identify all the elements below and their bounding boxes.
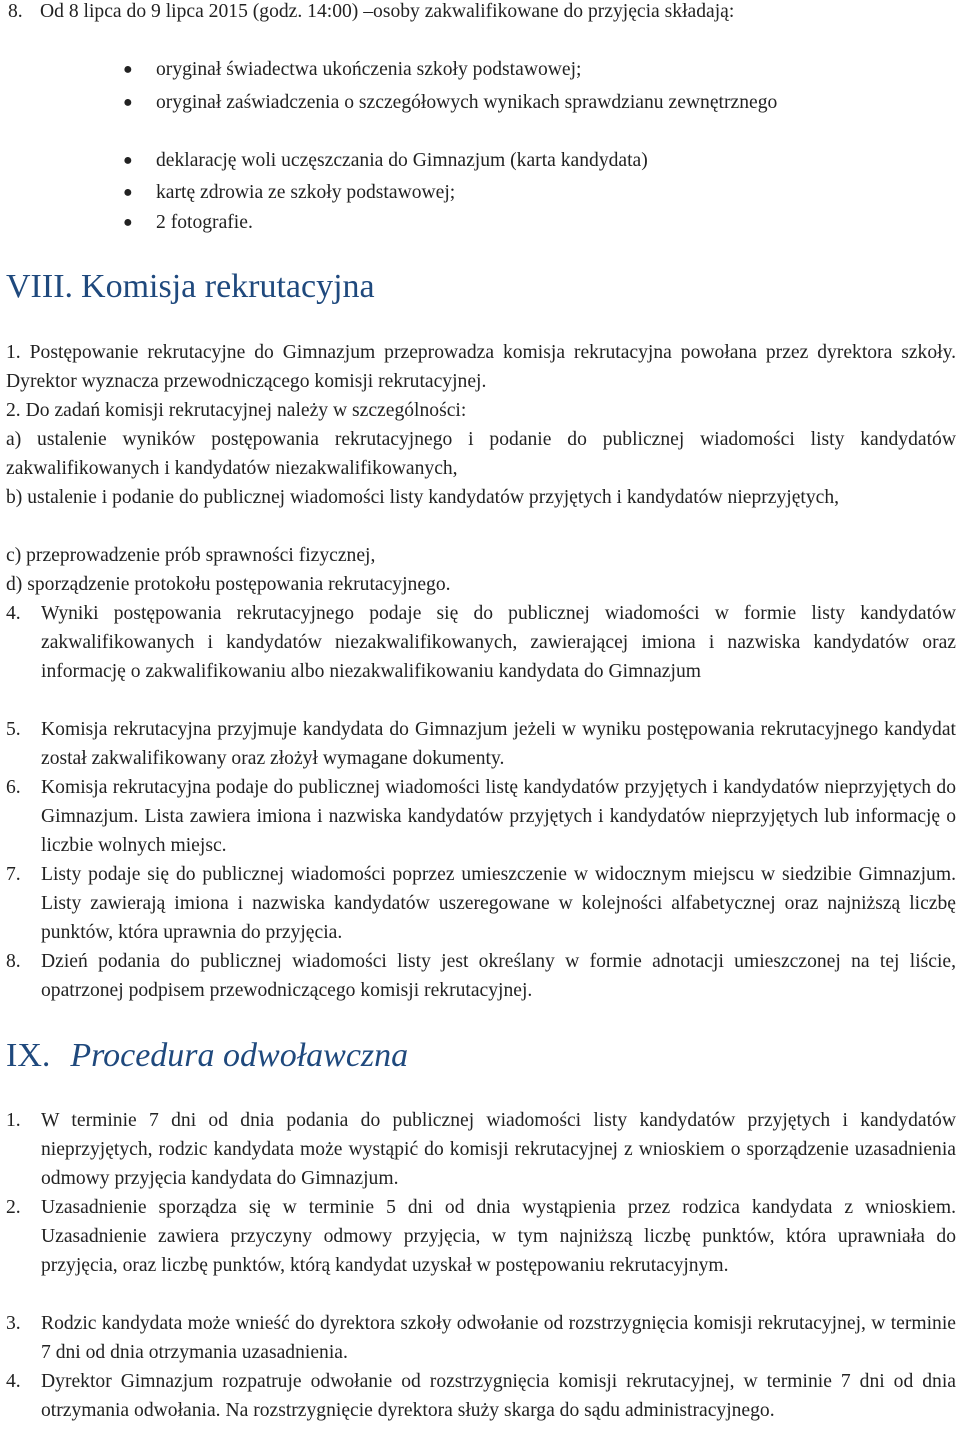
item-text: Uzasadnienie sporządza się w terminie 5 dni od dnia wystąpienia przez rodzica kandydata z wnioskiem. Uzasadnienie zawiera przyczyny odmowy przyjęcia, w tym najniższą liczbę punktów, która uprawniała do przyjęcia, oraz liczbę punktów, którą kandydat uzyskał w postępowaniu rekrutacyjnym. [41, 1197, 956, 1276]
item-text: Rodzic kandydata może wnieść do dyrektora szkoły odwołanie od rozstrzygnięcia komisji rekrutacyjnej, w terminie 7 dni od dnia otrzymania uzasadnienia. [41, 1313, 956, 1363]
list-item [6, 599, 956, 686]
item-text: W terminie 7 dni od dnia podania do publicznej wiadomości listy kandydatów przyjętych i kandydatów nieprzyjętych, rodzic kandydata może wystąpić do komisji rekrutacyjnej z wnioskiem o sporządzenie uzasadnienia odmowy przyjęcia kandydata do Gimnazjum. [41, 1110, 956, 1189]
heading-title: Komisja rekrutacyjna [81, 268, 375, 305]
bullet-text: oryginał zaświadczenia o szczegółowych wynikach sprawdzianu zewnętrznego [156, 92, 778, 113]
item-text: Od 8 lipca do 9 lipca 2015 (godz. 14:00) –osoby zakwalifikowane do przyjęcia składają: [40, 1, 735, 22]
bullet-text: deklarację woli uczęszczania do Gimnazjum (karta kandydata) [156, 150, 648, 171]
bullet-item [0, 55, 950, 84]
section-heading [6, 267, 375, 307]
list-item [6, 773, 956, 860]
item-number: 4. [6, 1371, 21, 1392]
item-number: 7. [6, 864, 21, 885]
paragraph: d) sporządzenie protokołu postępowania rekrutacyjnego. [6, 574, 451, 595]
bullet-text: 2 fotografie. [156, 212, 253, 233]
bullet-text: oryginał świadectwa ukończenia szkoły podstawowej; [156, 59, 582, 80]
item-number: 2. [6, 1197, 21, 1218]
list-item [6, 1106, 956, 1193]
item-number: 3. [6, 1313, 21, 1334]
bullet-icon: ● [123, 61, 133, 78]
list-item [6, 1309, 956, 1367]
item-text: Dzień podania do publicznej wiadomości listy jest określany w formie adnotacji umieszczonej na tej liście, opatrzonej podpisem przewodniczącego komisji rekrutacyjnej. [41, 951, 956, 1001]
paragraph: 1. Postępowanie rekrutacyjne do Gimnazjum przeprowadza komisja rekrutacyjna powołana przez dyrektora szkoły. Dyrektor wyznacza przewodniczącego komisji rekrutacyjnej. [6, 342, 956, 392]
list-item [6, 947, 956, 1005]
item-text: Komisja rekrutacyjna przyjmuje kandydata do Gimnazjum jeżeli w wyniku postępowania rekrutacyjnego kandydat został zakwalifikowany oraz złożył wymagane dokumenty. [41, 719, 956, 769]
paragraph: a) ustalenie wyników postępowania rekrutacyjnego i podanie do publicznej wiadomości listy kandydatów zakwalifikowanych i kandydatów niezakwalifikowanych, [6, 429, 956, 479]
list-item [6, 715, 956, 773]
bullet-icon: ● [123, 94, 133, 111]
list-item [6, 1367, 956, 1425]
section-heading [6, 1034, 408, 1078]
heading-number: IX. [6, 1037, 51, 1074]
bullet-icon: ● [123, 152, 133, 169]
paragraph: 2. Do zadań komisji rekrutacyjnej należy w szczególności: [6, 400, 467, 421]
bullet-item [0, 88, 950, 117]
bullet-item [0, 146, 950, 175]
bullet-item [0, 178, 950, 207]
bullet-item [0, 208, 950, 237]
bullet-icon: ● [123, 184, 133, 201]
item-number: 6. [6, 777, 21, 798]
item-text: Komisja rekrutacyjna podaje do publicznej wiadomości listę kandydatów przyjętych i kandydatów nieprzyjętych do Gimnazjum. Lista zawiera imiona i nazwiska kandydatów przyjętych i kandydatów nieprzyjętych lub informację o liczbie wolnych miejsc. [41, 777, 956, 856]
item-number: 8. [8, 1, 23, 22]
paragraph: b) ustalenie i podanie do publicznej wiadomości listy kandydatów przyjętych i kandydatów nieprzyjętych, [6, 487, 840, 508]
item-number: 5. [6, 719, 21, 740]
item-number: 1. [6, 1110, 21, 1131]
item-number: 4. [6, 603, 21, 624]
bullet-icon: ● [123, 214, 133, 231]
heading-number: VIII. [6, 268, 74, 305]
list-item [6, 860, 956, 947]
paragraph: c) przeprowadzenie prób sprawności fizycznej, [6, 545, 376, 566]
bullet-text: kartę zdrowia ze szkoły podstawowej; [156, 182, 456, 203]
item-number: 8. [6, 951, 21, 972]
heading-title: Procedura odwoławczna [70, 1037, 409, 1074]
item-text: Listy podaje się do publicznej wiadomości poprzez umieszczenie w widocznym miejscu w siedzibie Gimnazjum. Listy zawierają imiona i nazwiska kandydatów uszeregowane w kolejności alfabetycznej oraz najniższą liczbę punktów, która uprawnia do przyjęcia. [41, 864, 956, 943]
list-item [6, 1193, 956, 1280]
item-text: Wyniki postępowania rekrutacyjnego podaje się do publicznej wiadomości w formie listy kandydatów zakwalifikowanych i kandydatów niezakwalifikowanych, zawierającej imiona i nazwiska kandydatów oraz informację o zakwalifikowaniu albo niezakwalifikowaniu kandydata do Gimnazjum [41, 603, 956, 682]
list-item [8, 0, 956, 26]
item-text: Dyrektor Gimnazjum rozpatruje odwołanie od rozstrzygnięcia komisji rekrutacyjnej, w terminie 7 dni od dnia otrzymania odwołania. Na rozstrzygnięcie dyrektora służy skarga do sądu administracyjnego. [41, 1371, 956, 1421]
